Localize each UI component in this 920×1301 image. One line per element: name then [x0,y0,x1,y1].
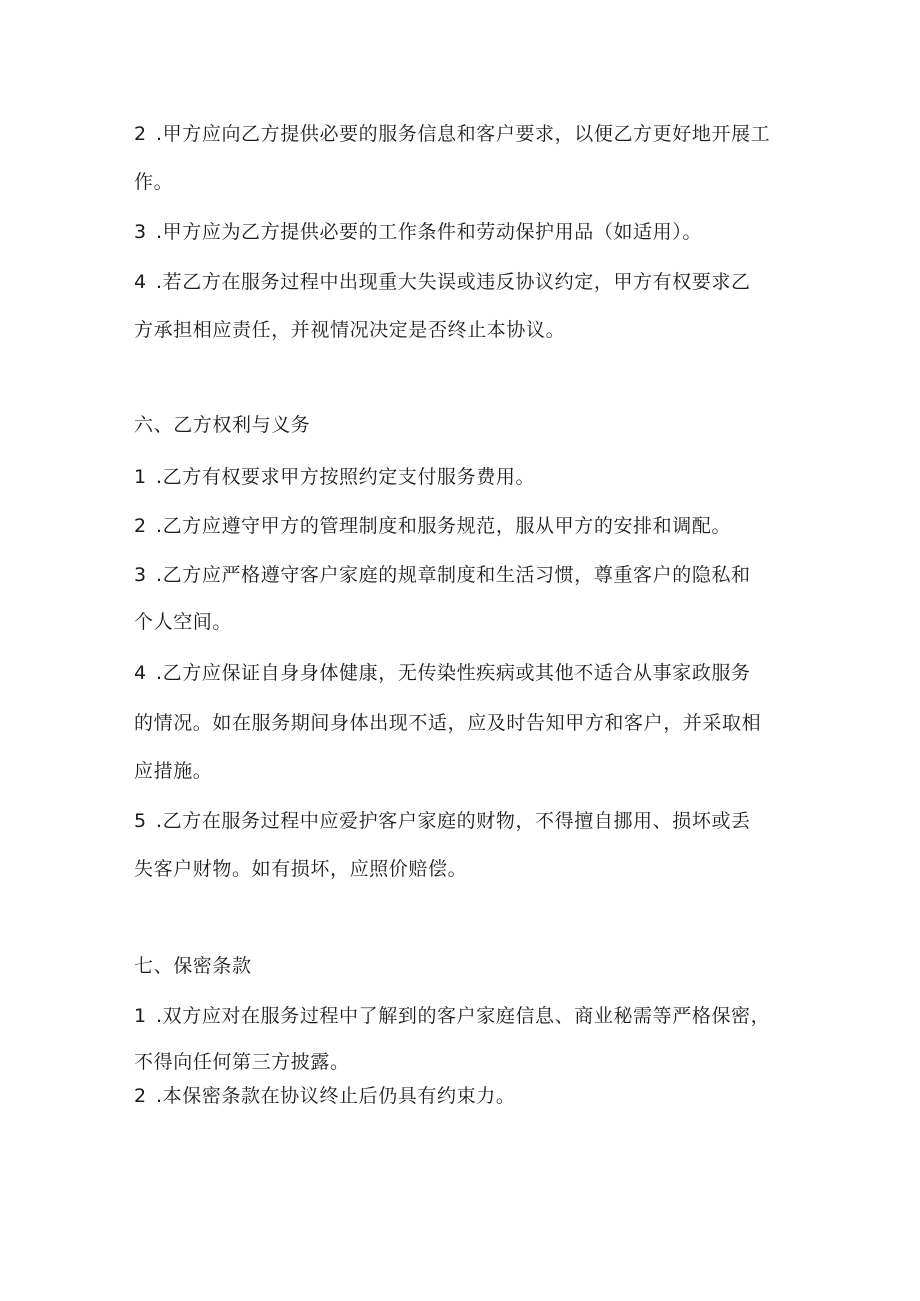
clause-text: .乙方有权要求甲方按照约定支付服务费用。 [156,466,536,488]
clause-text: 的情况。如在服务期间身体出现不适，应及时告知甲方和客户，并采取相 [134,712,762,734]
clause-number: 3 [134,564,147,586]
clause-line [134,122,770,146]
clause-text: 应措施。 [134,760,213,782]
clause-text: 个人空间。 [134,611,233,633]
clause-text: .乙方在服务过程中应爱护客户家庭的财物，不得擅自挪用、损坏或丢 [156,810,751,832]
clause-line [134,465,535,489]
clause-line [134,1050,350,1074]
clause-line [134,759,212,783]
clause-line [134,318,565,342]
clause-number: 4 [134,662,147,684]
clause-text: 方承担相应责任，并视情况决定是否终止本协议。 [134,319,566,341]
clause-line [134,857,467,881]
clause-number: 2 [134,1085,147,1107]
clause-text: 不得向任何第三方披露。 [134,1051,350,1073]
clause-number: 2 [134,123,147,145]
clause-text: .乙方应严格遵守客户家庭的规章制度和生活习惯，尊重客户的隐私和 [156,564,751,586]
clause-line [134,711,761,735]
clause-number: 1 [134,1005,147,1027]
clause-text: .双方应对在服务过程中了解到的客户家庭信息、商业秘需等严格保密， [156,1005,771,1027]
section-heading: 七、保密条款 [134,955,252,977]
clause-line [134,514,731,538]
clause-line [134,563,751,587]
clause-text: 作。 [134,171,174,193]
clause-text: .乙方应保证自身身体健康，无传染性疾病或其他不适合从事家政服务 [156,662,751,684]
clause-text: 失客户财物。如有损坏，应照价赔偿。 [134,858,468,880]
clause-text: .若乙方在服务过程中出现重大失误或违反协议约定，甲方有权要求乙 [156,271,751,293]
clause-line [134,270,751,294]
clause-line [134,610,232,634]
clause-line [134,661,751,685]
clause-number: 2 [134,515,147,537]
clause-text: .甲方应向乙方提供必要的服务信息和客户要求，以便乙方更好地开展工 [156,123,771,145]
section-heading: 六、乙方权利与义务 [134,414,311,436]
clause-line [134,809,751,833]
clause-line [134,1004,770,1028]
clause-text: .本保密条款在协议终止后仍具有约束力。 [156,1085,516,1107]
clause-line [134,1084,515,1108]
clause-number: 5 [134,810,147,832]
clause-line [134,220,702,244]
clause-number: 4 [134,271,147,293]
clause-text: .乙方应遵守甲方的管理制度和服务规范，服从甲方的安排和调配。 [156,515,732,537]
clause-number: 1 [134,466,147,488]
clause-number: 3 [134,221,147,243]
clause-text: .甲方应为乙方提供必要的工作条件和劳动保护用品（如适用）。 [156,221,702,243]
clause-line [134,170,173,194]
